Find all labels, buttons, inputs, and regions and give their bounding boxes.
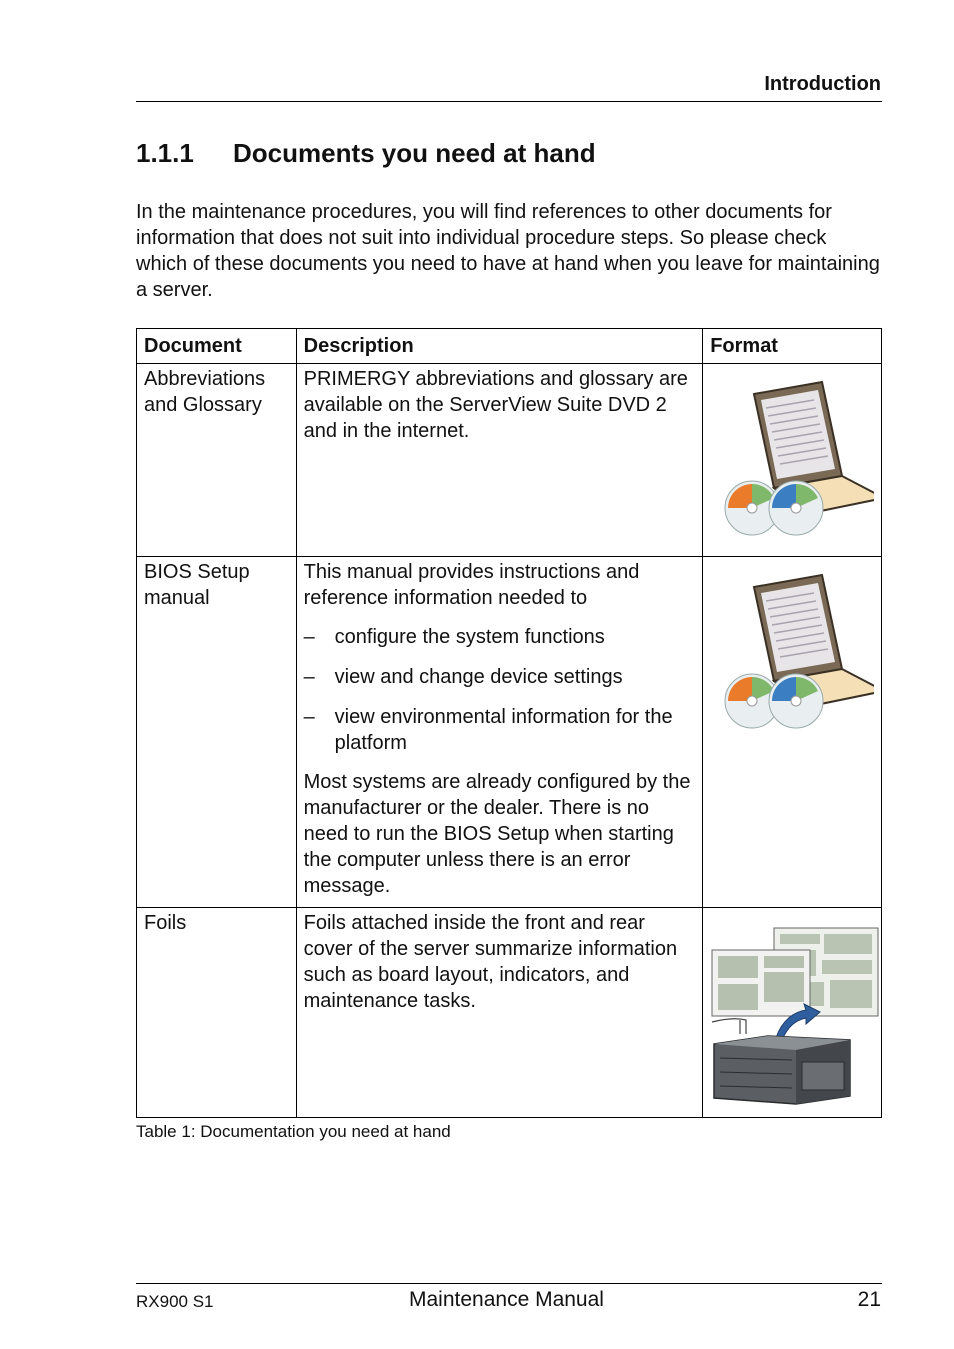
format-cell <box>703 364 882 557</box>
list-item: – configure the system functions <box>303 626 605 648</box>
section-title: Documents you need at hand <box>233 138 596 168</box>
header-divider <box>136 101 882 102</box>
section-number: 1.1.1 <box>136 138 194 168</box>
table-header-row <box>137 329 882 364</box>
laptop-dvd-icon <box>714 380 874 550</box>
server-foils-icon <box>710 926 882 1111</box>
format-cell <box>703 557 882 908</box>
document-cell: Abbreviations and Glossary <box>137 364 297 557</box>
document-cell: BIOS Setup manual <box>137 557 297 908</box>
dvd-disc <box>769 674 823 728</box>
footer-divider <box>136 1283 882 1284</box>
table-row <box>137 908 882 1118</box>
footer-manual-title: Maintenance Manual <box>409 1288 604 1311</box>
laptop-dvd-icon <box>714 573 874 743</box>
page-number: 21 <box>857 1288 881 1311</box>
list-item: – view and change device settings <box>303 666 623 688</box>
column-header-description: Description <box>296 329 703 364</box>
column-header-document: Document <box>137 329 297 364</box>
description-note: Most systems are already configured by the manufacturer or the dealer. There is no need to run the BIOS Setup when starting the computer unless there is an error message. <box>303 771 691 897</box>
documents-table <box>136 328 882 1118</box>
section-heading <box>136 138 596 169</box>
intro-paragraph: In the maintenance procedures, you will find references to other documents for information that does not suit into individual procedure steps. So please check which of these documents you need to have at hand when you leave for maintaining a server. <box>136 201 880 301</box>
document-cell: Foils <box>137 908 297 1118</box>
table-caption: Table 1: Documentation you need at hand <box>136 1122 451 1141</box>
list-item: – view environmental information for the platform <box>303 706 673 754</box>
description-cell: PRIMERGY abbreviations and glossary are available on the ServerView Suite DVD 2 and in the internet. <box>296 364 703 557</box>
format-cell <box>703 908 882 1118</box>
running-header: Introduction <box>764 73 881 95</box>
dvd-disc <box>769 481 823 535</box>
footer-model: RX900 S1 <box>136 1292 214 1311</box>
description-text: This manual provides instructions and reference information needed to <box>303 561 640 609</box>
table-row <box>137 557 882 908</box>
description-cell: Foils attached inside the front and rear cover of the server summarize information such as board layout, indicators, and maintenance tasks. <box>296 908 703 1118</box>
description-cell <box>296 557 703 908</box>
column-header-format: Format <box>703 329 882 364</box>
table-row <box>137 364 882 557</box>
bullet-list <box>304 624 696 756</box>
